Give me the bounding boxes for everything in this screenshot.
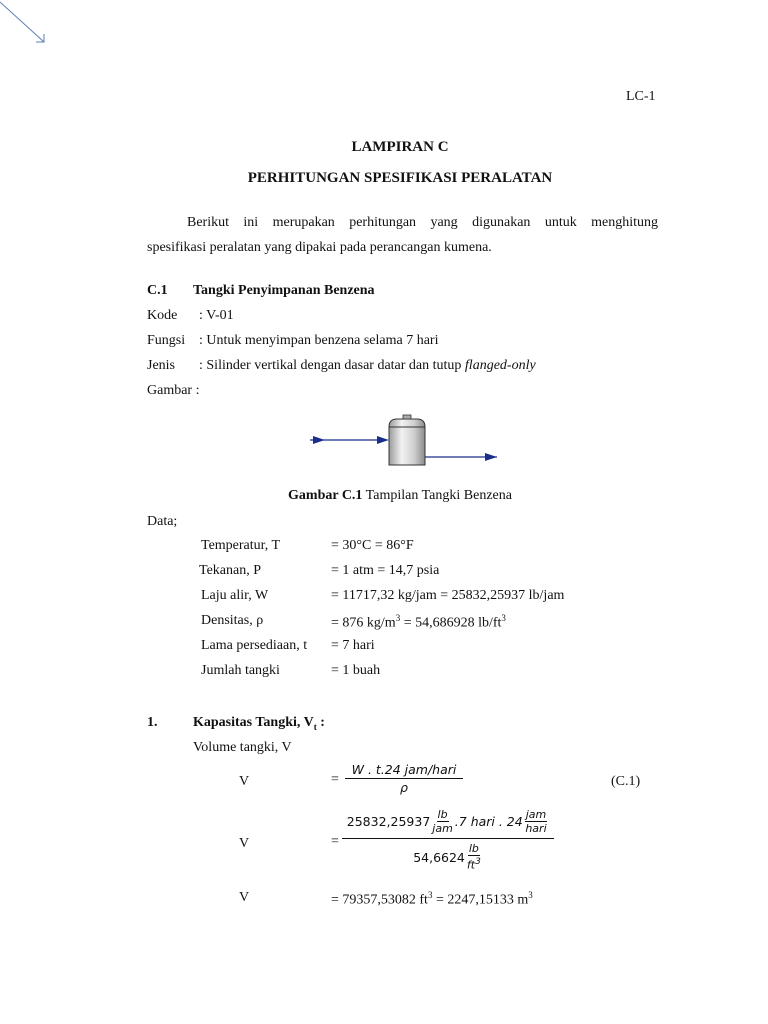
intro-line-1: Berikut ini merupakan perhitungan yang digunakan untuk menghitung [187, 215, 658, 230]
volume-label: Volume tangki, V [193, 740, 292, 755]
eq2-denominator [413, 839, 483, 875]
page-number: LC-1 [626, 89, 656, 104]
row-fungsi-value: : Untuk menyimpan benzena selama 7 hari [199, 333, 439, 348]
eq3-lhs: V [239, 890, 250, 905]
tank-diagram [285, 405, 510, 475]
data-density-value [331, 613, 506, 632]
eq2-den-a: 54,6624 [413, 849, 465, 865]
eq2-fraction [342, 804, 554, 875]
title-perhitungan: PERHITUNGAN SPESIFIKASI PERALATAN [247, 170, 553, 186]
eq2-num-a: 25832,25937 [346, 813, 431, 829]
step1-title-text: Kapasitas Tangki, V [193, 715, 314, 730]
row-kode-value: : V-01 [199, 308, 234, 323]
figure-caption-bold: Gambar C.1 [288, 488, 363, 503]
step1-number: 1. [147, 715, 158, 730]
eq2-hari: hari [525, 821, 547, 835]
data-time-value: = 7 hari [331, 638, 375, 653]
data-temp-label: Temperatur, T [201, 538, 281, 553]
gambar-label: Gambar : [147, 383, 200, 398]
data-label: Data; [147, 514, 178, 529]
eq2-numerator [347, 804, 549, 838]
eq2-lhs: V [239, 836, 250, 851]
density-sup-a: 3 [395, 613, 401, 623]
data-temp-value: = 30°C = 86°F [331, 538, 414, 553]
data-press-label: Tekanan, P [199, 563, 262, 578]
row-jenis-text: : Silinder vertikal dengan dasar datar dan tutup [199, 358, 465, 373]
data-density-label: Densitas, ρ [201, 613, 264, 628]
eq1-denominator: ρ [400, 780, 408, 795]
eq3-sup-a: 3 [427, 890, 433, 900]
row-jenis-value [199, 358, 536, 374]
inlet-arrow-icon [310, 436, 389, 444]
row-jenis-label: Jenis [147, 358, 175, 373]
step1-title [193, 715, 325, 732]
section-number: C.1 [147, 283, 168, 298]
section-title: Tangki Penyimpanan Benzena [193, 283, 375, 298]
eq3-b: = 2247,15133 m [432, 892, 529, 908]
density-sup-b: 3 [501, 613, 506, 623]
row-fungsi-label: Fungsi [147, 333, 186, 348]
eq1-lhs: V [239, 774, 250, 789]
title-lampiran: LAMPIRAN C [351, 139, 449, 155]
eq1-fraction [345, 762, 463, 797]
eq3-sup-b: 3 [528, 890, 533, 900]
tank-icon [389, 415, 425, 465]
data-time-label: Lama persediaan, t [201, 638, 308, 653]
data-flow-label: Laju alir, W [201, 588, 269, 603]
eq2-den-ft: $ft^3$ [466, 857, 481, 872]
intro-line-2: spesifikasi peralatan yang dipakai pada perancangan kumena. [147, 240, 492, 255]
row-kode-label: Kode [147, 308, 178, 323]
eq2-lb: lb [437, 807, 448, 821]
corner-arrow-icon [0, 0, 60, 55]
row-jenis-italic: flanged-only [464, 358, 536, 373]
data-press-value: = 1 atm = 14,7 psia [331, 563, 440, 578]
eq1-numerator: W . t.24 jam/hari [351, 762, 457, 777]
data-count-value: = 1 buah [331, 663, 381, 678]
data-count-label: Jumlah tangki [201, 663, 280, 678]
eq1-tag: (C.1) [611, 774, 641, 789]
step1-title-colon: : [316, 715, 325, 730]
figure-caption [0, 488, 768, 504]
eq1-eq: = [331, 772, 339, 787]
density-a: = 876 kg/m [331, 615, 396, 631]
density-b: = 54,686928 lb/ft [400, 615, 502, 631]
eq2-jam: jam [432, 821, 453, 835]
eq2-den-lb: lb [468, 842, 479, 856]
outlet-arrow-icon [425, 453, 497, 461]
step1-title-sub: t [313, 721, 317, 732]
data-flow-value: = 11717,32 kg/jam = 25832,25937 lb/jam [331, 588, 565, 603]
eq2-eq: = [331, 834, 339, 849]
eq3-rhs [331, 890, 533, 909]
eq3-a: = 79357,53082 ft [331, 892, 428, 908]
eq2-jam2: jam [525, 807, 547, 821]
eq2-num-b: .7 hari . 24 [454, 813, 523, 829]
figure-caption-text: Tampilan Tangki Benzena [362, 488, 512, 503]
